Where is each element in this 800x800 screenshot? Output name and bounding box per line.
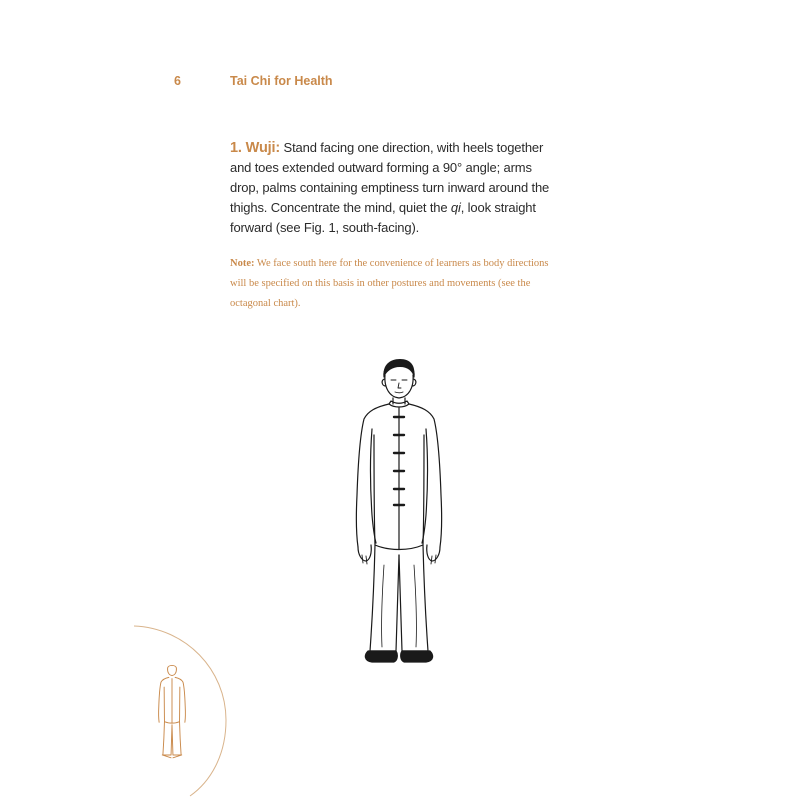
step-title: 1. Wuji:	[230, 140, 281, 156]
note-paragraph	[230, 254, 550, 314]
qi-term: qi	[450, 200, 461, 215]
note-text: We face south here for the convenience of learners as body directions will be specified on this basis in other postures and movements (see the octagonal chart).	[230, 258, 549, 309]
page-number: 6	[174, 74, 181, 88]
book-page	[134, 0, 666, 800]
note-label: Note:	[230, 258, 255, 269]
step-text-part1: Stand facing one direction, with heels together and toes extended outward forming a 90° angle; arms drop, palms containing emptiness turn inward around the thighs. Concentrate the mind, quiet the	[230, 140, 550, 215]
wuji-posture-illustration	[344, 355, 454, 667]
decorative-circle-arc	[134, 620, 234, 800]
running-title: Tai Chi for Health	[230, 74, 333, 88]
step-text-part2: , look straight forward (see Fig. 1, south-facing).	[230, 200, 536, 235]
step-paragraph	[230, 138, 560, 238]
